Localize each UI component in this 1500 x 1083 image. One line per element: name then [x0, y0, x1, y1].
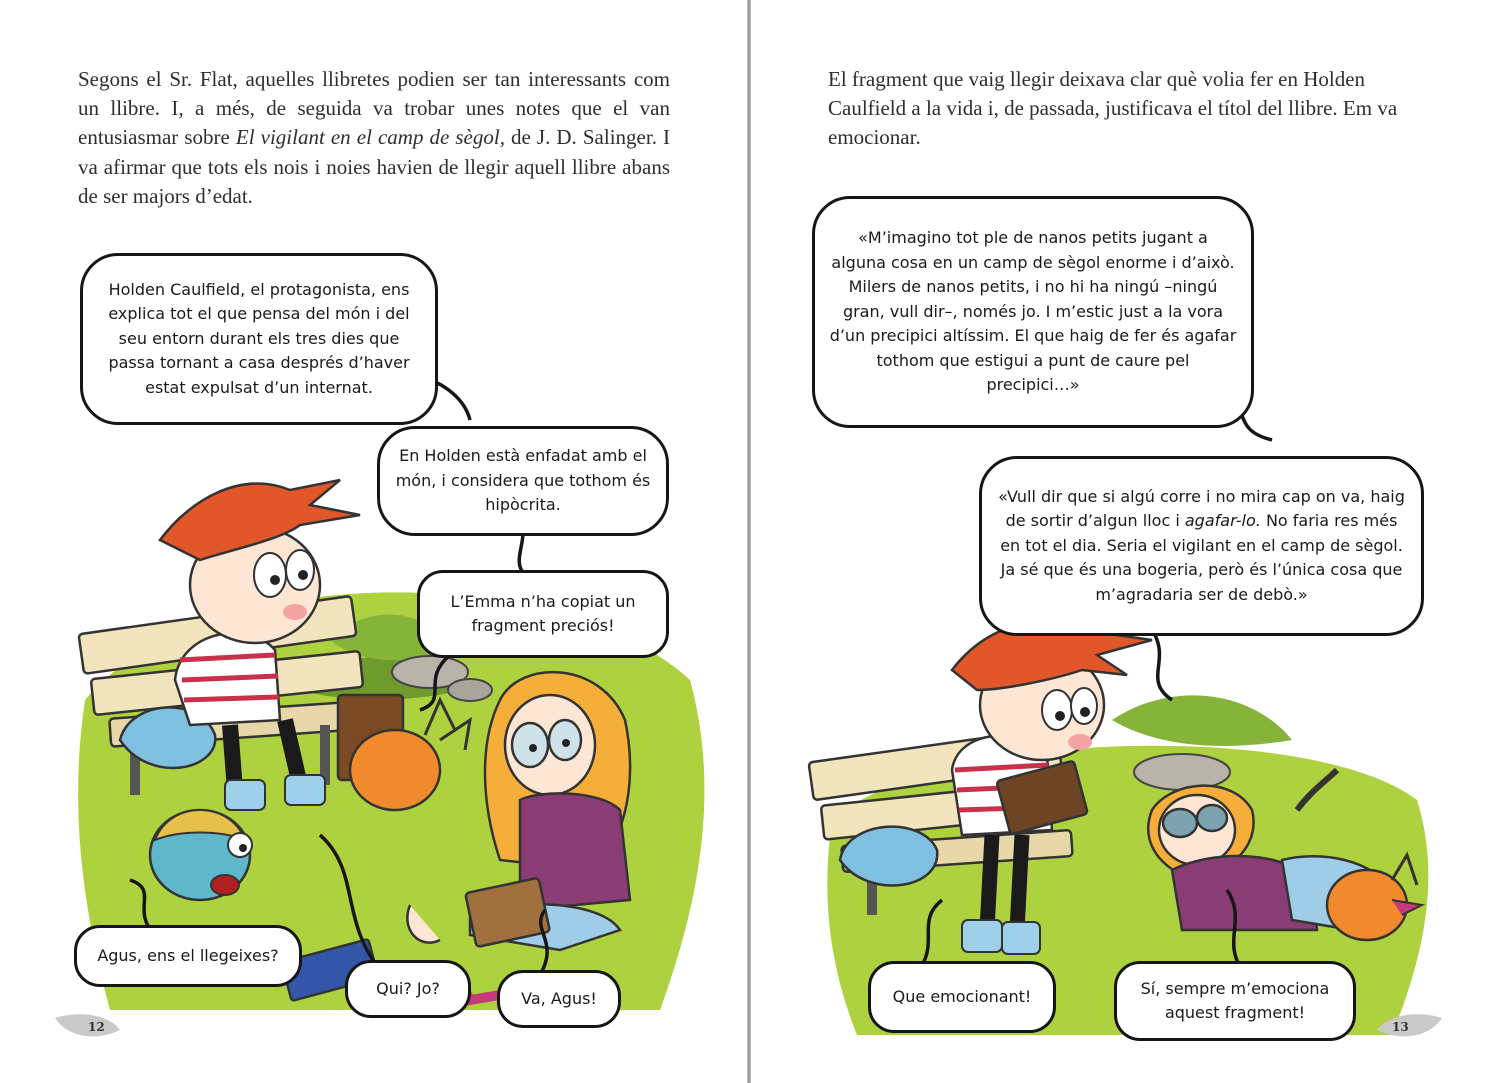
speech-bubble-holden-angry: En Holden està enfadat amb el món, i considera que tothom és hipòcrita. [377, 426, 669, 536]
speech-bubble-holden-intro: Holden Caulfield, el protagonista, ens explica tot el que pensa del món i del seu entorn durant els tres dies que passa tornant a casa després d’haver estat expulsat d’un internat. [80, 253, 438, 425]
speech-bubble-read-request: Agus, ens el llegeixes? [74, 925, 302, 987]
page-number: 12 [88, 1020, 105, 1034]
page-number: 13 [1392, 1020, 1409, 1034]
speech-bubble-quote-1: «M’imagino tot ple de nanos petits jugant a alguna cosa en un camp de sègol enorme i d’això. Milers de nanos petits, i no hi ha ningú –ningú gran, vull dir–, només jo. I m’estic just a la vora d’un precipici altíssim. El que haig de fer és agafar tothom que estigui a punt de caure pel precipici…» [812, 196, 1254, 428]
speech-bubble-always-moves-me: Sí, sempre m’emociona aquest fragment! [1114, 961, 1356, 1041]
speech-bubble-quote-2: «Vull dir que si algú corre i no mira cap on va, haig de sortir d’algun lloc i agafar-lo. No faria res més en tot el dia. Seria el vigilant en el camp de sègol. Ja sé que és una bogeria, però és l’única cosa que m’agradaria ser de debò.» [979, 456, 1424, 636]
right-paragraph: El fragment que vaig llegir deixava clar què volia fer en Holden Caulfield a la vida i, de passada, justificava el títol del llibre. Em va emocionar. [828, 67, 1398, 150]
left-page [0, 0, 748, 1083]
left-illustration [0, 0, 748, 1083]
book-spine [747, 0, 751, 1083]
speech-bubble-who-me: Qui? Jo? [345, 960, 471, 1018]
speech-bubble-how-exciting: Que emocionant! [868, 961, 1056, 1033]
speech-bubble-emma-fragment: L’Emma n’ha copiat un fragment preciós! [417, 570, 669, 658]
speech-bubble-come-on: Va, Agus! [497, 970, 621, 1028]
right-page [752, 0, 1500, 1083]
left-paragraph: Segons el Sr. Flat, aquelles llibretes podien ser tan interessants com un llibre. I, a més, de seguida va trobar unes notes que el van entusiasmar sobre El vigilant en el camp de sègol, de J. D. Salinger. I va afirmar que tots els nois i noies havien de llegir aquell llibre abans de ser majors d’edat. [78, 67, 670, 208]
book-title: El vigilant en el camp de sègol, [235, 125, 505, 150]
